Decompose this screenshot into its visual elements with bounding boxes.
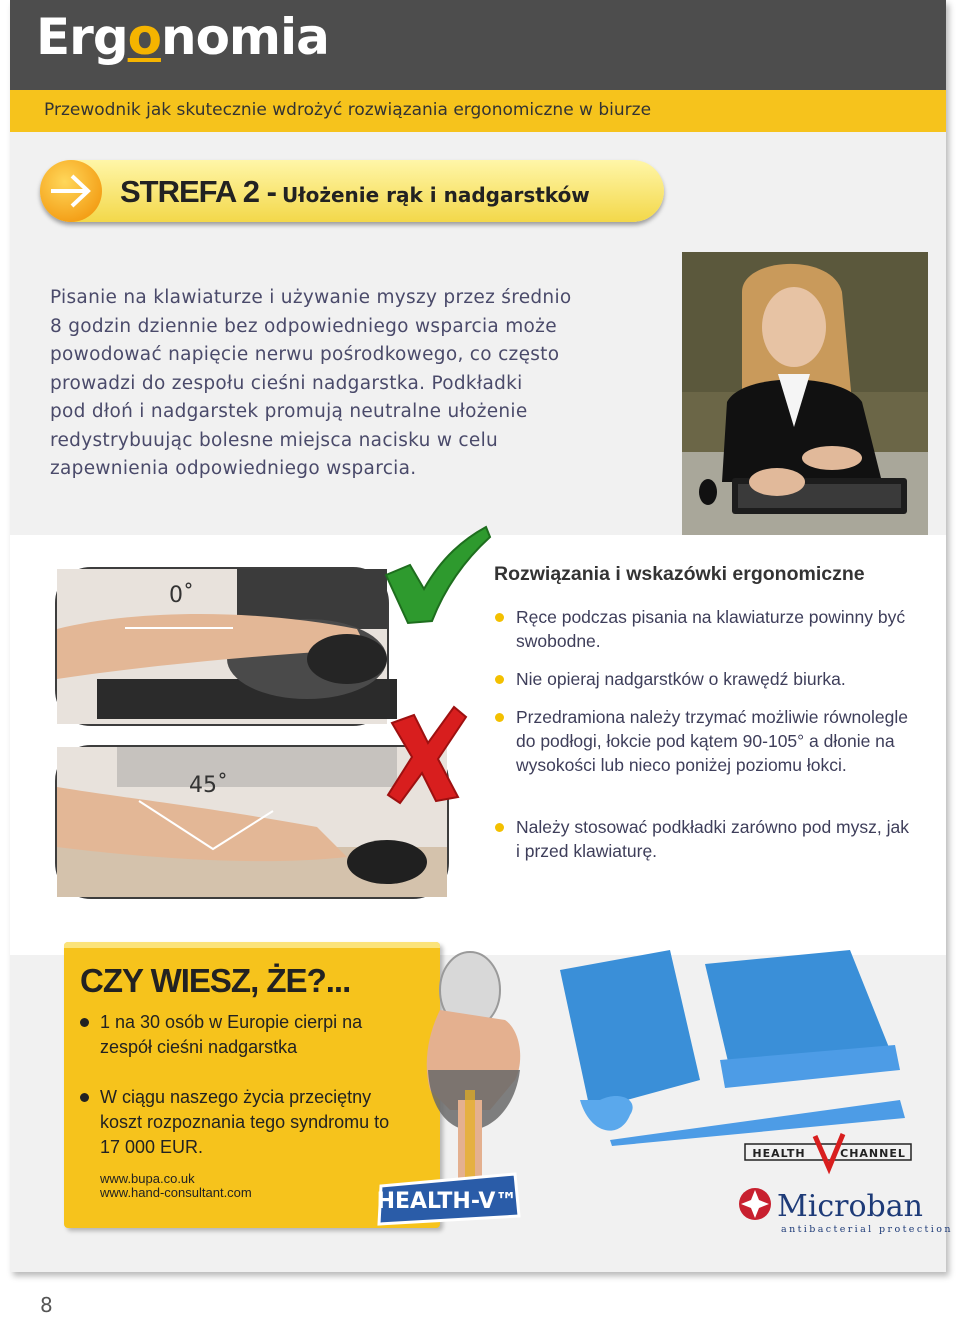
intro-line: 8 godzin dziennie bez odpowiedniego wsparcia może — [50, 315, 557, 337]
arrow-right-icon — [40, 160, 102, 222]
health-v-label: HEALTH-V™ — [376, 1189, 518, 1214]
source-link[interactable]: www.hand-consultant.com — [100, 1185, 252, 1200]
hand-mouse-illustration — [410, 950, 540, 1182]
health-channel-right: CHANNEL — [840, 1147, 906, 1160]
source-link[interactable]: www.bupa.co.uk — [100, 1171, 195, 1186]
page-title: Ergonomia — [36, 8, 329, 66]
tips-section — [10, 535, 946, 955]
page-card — [10, 0, 953, 1272]
tip-item: Nie opieraj nadgarstków o krawędź biurka. — [516, 667, 916, 691]
tip-item: Ręce podczas pisania na klawiaturze powinny być swobodne. — [516, 605, 916, 653]
intro-line: redystrybuując bolesne miejsca nacisku w celu — [50, 429, 499, 451]
fact-item: W ciągu naszego życia przeciętny koszt rozpoznania tego syndromu to 17 000 EUR. — [100, 1085, 400, 1160]
checkmark-icon — [380, 527, 492, 625]
health-channel-logo — [743, 1132, 913, 1172]
zone-banner — [40, 160, 664, 222]
angle-label-wrong: 45˚ — [189, 773, 228, 798]
page-number: 8 — [40, 1293, 53, 1317]
gel-pads-illustration — [550, 950, 920, 1146]
tip-item: Należy stosować podkładki zarówno pod mysz, jak i przed klawiaturę. — [516, 815, 916, 863]
zone-subtitle: Ułożenie rąk i nadgarstków — [281, 183, 590, 207]
woman-at-keyboard-photo — [682, 252, 928, 535]
fact-item: 1 na 30 osób w Europie cierpi na zespół cieśni nadgarstka — [100, 1010, 400, 1060]
box-top-strip — [64, 942, 440, 948]
angle-lines — [137, 799, 277, 853]
page-subtitle: Przewodnik jak skutecznie wdrożyć rozwiązania ergonomiczne w biurze — [44, 100, 652, 120]
correct-posture-image — [55, 567, 389, 726]
intro-line: zapewnienia odpowiedniego wsparcia. — [50, 458, 417, 479]
zone-title: STREFA 2 - Ułożenie rąk i nadgarstków — [120, 174, 590, 209]
health-channel-left: HEALTH — [752, 1147, 806, 1160]
intro-line: pod dłoń i nadgarstek promują neutralne ułożenie — [50, 401, 528, 422]
did-you-know-title: CZY WIESZ, ŻE?... — [80, 962, 351, 999]
intro-line: prowadzi do zespołu cieśni nadgarstka. Podkładki — [50, 372, 523, 394]
microban-tagline: antibacterial protection — [781, 1224, 953, 1235]
microban-logo — [735, 1180, 953, 1236]
intro-line: powodować napięcie nerwu pośrodkowego, co często — [50, 344, 560, 365]
cross-icon — [384, 707, 468, 803]
angle-line — [125, 627, 233, 629]
microban-wordmark: Microban — [777, 1189, 923, 1224]
intro-paragraph — [50, 284, 640, 484]
tip-item: Przedramiona należy trzymać możliwie równolegle do podłogi, łokcie pod kątem 90-105° a dłonie na wysokości lub nieco poniżej poziomu łokci. — [516, 705, 916, 777]
health-v-badge — [375, 1172, 521, 1226]
intro-line: Pisanie na klawiaturze i używanie myszy przez średnio — [50, 287, 572, 308]
tips-title: Rozwiązania i wskazówki ergonomiczne — [494, 563, 865, 585]
title-bar — [10, 0, 946, 90]
subtitle-bar — [10, 90, 946, 132]
angle-label-correct: 0˚ — [169, 583, 194, 608]
